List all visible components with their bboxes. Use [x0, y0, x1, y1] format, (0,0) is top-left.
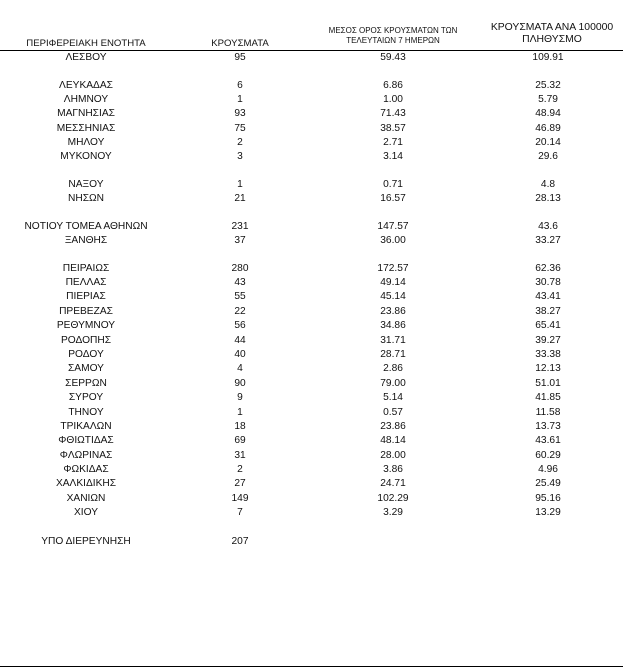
avg-7day-value: 2.71 [383, 137, 403, 148]
region-name: ΧΙΟΥ [73, 507, 99, 518]
per-100k-value: 46.89 [535, 123, 561, 134]
avg-7day-value: 3.29 [383, 507, 403, 518]
per-100k-value: 109.91 [532, 52, 564, 63]
cases-value: 90 [234, 378, 246, 389]
cases-value: 22 [234, 306, 246, 317]
per-100k-value: 20.14 [535, 137, 561, 148]
per-100k-value: 4.96 [538, 464, 558, 475]
cases-value: 55 [234, 291, 246, 302]
per-100k-value: 11.58 [535, 407, 561, 418]
avg-7day-value: 48.14 [380, 435, 406, 446]
region-name: ΤΡΙΚΑΛΩΝ [60, 421, 112, 432]
avg-7day-value: 79.00 [380, 378, 406, 389]
header-7day-average-line1: ΜΕΣΟΣ ΟΡΟΣ ΚΡΟΥΣΜΑΤΩΝ ΤΩΝ [328, 26, 458, 35]
region-name: ΛΗΜΝΟΥ [63, 94, 109, 105]
per-100k-value: 33.27 [535, 235, 561, 246]
header-per-100k-line1: ΚΡΟΥΣΜΑΤΑ ΑΝΑ 100000 [490, 22, 614, 33]
per-100k-value: 41.85 [535, 392, 561, 403]
region-name: ΡΕΘΥΜΝΟΥ [56, 320, 116, 331]
region-name: ΠΕΙΡΑΙΩΣ [62, 263, 110, 274]
avg-7day-value: 3.14 [383, 151, 403, 162]
region-name: ΞΑΝΘΗΣ [64, 235, 108, 246]
cases-value: 95 [234, 52, 246, 63]
region-name: ΜΕΣΣΗΝΙΑΣ [56, 123, 116, 134]
per-100k-value: 33.38 [535, 349, 561, 360]
avg-7day-value: 5.14 [383, 392, 403, 403]
cases-value: 21 [234, 193, 246, 204]
per-100k-value: 29.6 [538, 151, 558, 162]
per-100k-value: 60.29 [535, 450, 561, 461]
per-100k-value: 43.6 [538, 221, 558, 232]
avg-7day-value: 102.29 [377, 493, 409, 504]
avg-7day-value: 45.14 [380, 291, 406, 302]
cases-value: 1 [237, 407, 243, 418]
cases-value: 3 [237, 151, 243, 162]
avg-7day-value: 36.00 [380, 235, 406, 246]
cases-value: 40 [234, 349, 246, 360]
region-name: ΤΗΝΟΥ [68, 407, 104, 418]
cases-value: 93 [234, 108, 246, 119]
region-name: ΠΕΛΛΑΣ [65, 277, 107, 288]
header-region: ΠΕΡΙΦΕΡΕΙΑΚΗ ΕΝΟΤΗΤΑ [26, 38, 146, 49]
region-name: ΛΕΣΒΟΥ [65, 52, 107, 63]
cases-value: 149 [231, 493, 249, 504]
per-100k-value: 48.94 [535, 108, 561, 119]
avg-7day-value: 3.86 [383, 464, 403, 475]
cases-value: 231 [231, 221, 249, 232]
cases-value: 4 [237, 363, 243, 374]
header-per-100k-line2: ΠΛΗΘΥΣΜΟ [522, 34, 582, 46]
per-100k-value: 62.36 [535, 263, 561, 274]
avg-7day-value: 23.86 [380, 421, 406, 432]
header-7day-average-line2: ΤΕΛΕΥΤΑΙΩΝ 7 ΗΜΕΡΩΝ [346, 36, 440, 46]
region-name: ΝΟΤΙΟΥ ΤΟΜΕΑ ΑΘΗΝΩΝ [24, 221, 148, 232]
per-100k-value: 12.13 [535, 363, 561, 374]
per-100k-value: 25.32 [535, 80, 561, 91]
region-name: ΦΘΙΩΤΙΔΑΣ [58, 435, 114, 446]
per-100k-value: 65.41 [535, 320, 561, 331]
avg-7day-value: 1.00 [383, 94, 403, 105]
avg-7day-value: 0.71 [383, 179, 403, 190]
per-100k-value: 4.8 [540, 179, 556, 190]
region-name: ΝΗΣΩΝ [68, 193, 104, 204]
region-name: ΧΑΛΚΙΔΙΚΗΣ [55, 478, 117, 489]
avg-7day-value: 49.14 [380, 277, 406, 288]
avg-7day-value: 0.57 [383, 407, 403, 418]
cases-value: 7 [237, 507, 243, 518]
per-100k-value: 13.73 [535, 421, 561, 432]
cases-value: 2 [237, 137, 243, 148]
per-100k-value: 39.27 [535, 335, 561, 346]
avg-7day-value: 6.86 [383, 80, 403, 91]
cases-value: 44 [234, 335, 246, 346]
region-name: ΠΙΕΡΙΑΣ [66, 291, 106, 302]
per-100k-value: 5.79 [538, 94, 558, 105]
cases-value: 2 [237, 464, 243, 475]
per-100k-value: 13.29 [535, 507, 561, 518]
avg-7day-value: 23.86 [380, 306, 406, 317]
avg-7day-value: 59.43 [380, 52, 406, 63]
cases-value: 9 [237, 392, 243, 403]
cases-value: 27 [234, 478, 246, 489]
header-divider [0, 50, 623, 51]
cases-value: 43 [234, 277, 246, 288]
region-name: ΦΩΚΙΔΑΣ [63, 464, 109, 475]
avg-7day-value: 28.00 [380, 450, 406, 461]
cases-value: 280 [231, 263, 249, 274]
region-name: ΠΡΕΒΕΖΑΣ [59, 306, 113, 317]
region-name: ΜΥΚΟΝΟΥ [60, 151, 112, 162]
avg-7day-value: 172.57 [377, 263, 409, 274]
region-name: ΣΥΡΟΥ [68, 392, 104, 403]
region-name: ΣΑΜΟΥ [68, 363, 104, 374]
region-name: ΛΕΥΚΑΔΑΣ [59, 80, 113, 91]
cases-value: 18 [234, 421, 246, 432]
header-cases: ΚΡΟΥΣΜΑΤΑ [211, 38, 269, 49]
region-name: ΜΗΛΟΥ [67, 137, 105, 148]
cases-value: 31 [234, 450, 246, 461]
cases-value: 75 [234, 123, 246, 134]
avg-7day-value: 71.43 [380, 108, 406, 119]
header-per-100k [472, 22, 623, 47]
avg-7day-value: 24.71 [380, 478, 406, 489]
cases-value: 1 [237, 179, 243, 190]
per-100k-value: 51.01 [535, 378, 561, 389]
per-100k-value: 43.41 [535, 291, 561, 302]
region-name: ΡΟΔΟΠΗΣ [60, 335, 112, 346]
region-name: ΣΕΡΡΩΝ [65, 378, 107, 389]
cases-value: 1 [237, 94, 243, 105]
region-name: ΧΑΝΙΩΝ [66, 493, 106, 504]
per-100k-value: 38.27 [535, 306, 561, 317]
cases-value: 56 [234, 320, 246, 331]
region-name: ΝΑΞΟΥ [68, 179, 104, 190]
avg-7day-value: 31.71 [380, 335, 406, 346]
avg-7day-value: 28.71 [380, 349, 406, 360]
under-investigation-label: ΥΠΟ ΔΙΕΡΕΥΝΗΣΗ [41, 536, 131, 547]
avg-7day-value: 16.57 [380, 193, 406, 204]
cases-value: 6 [237, 80, 243, 91]
per-100k-value: 43.61 [535, 435, 561, 446]
under-investigation-cases: 207 [231, 536, 249, 547]
per-100k-value: 95.16 [535, 493, 561, 504]
avg-7day-value: 34.86 [380, 320, 406, 331]
per-100k-value: 30.78 [535, 277, 561, 288]
per-100k-value: 28.13 [535, 193, 561, 204]
avg-7day-value: 38.57 [380, 123, 406, 134]
region-name: ΦΛΩΡΙΝΑΣ [59, 450, 113, 461]
header-7day-average [303, 26, 483, 47]
cases-value: 69 [234, 435, 246, 446]
avg-7day-value: 147.57 [377, 221, 409, 232]
per-100k-value: 25.49 [535, 478, 561, 489]
cases-value: 37 [234, 235, 246, 246]
region-name: ΜΑΓΝΗΣΙΑΣ [57, 108, 115, 119]
avg-7day-value: 2.86 [383, 363, 403, 374]
region-name: ΡΟΔΟΥ [68, 349, 104, 360]
